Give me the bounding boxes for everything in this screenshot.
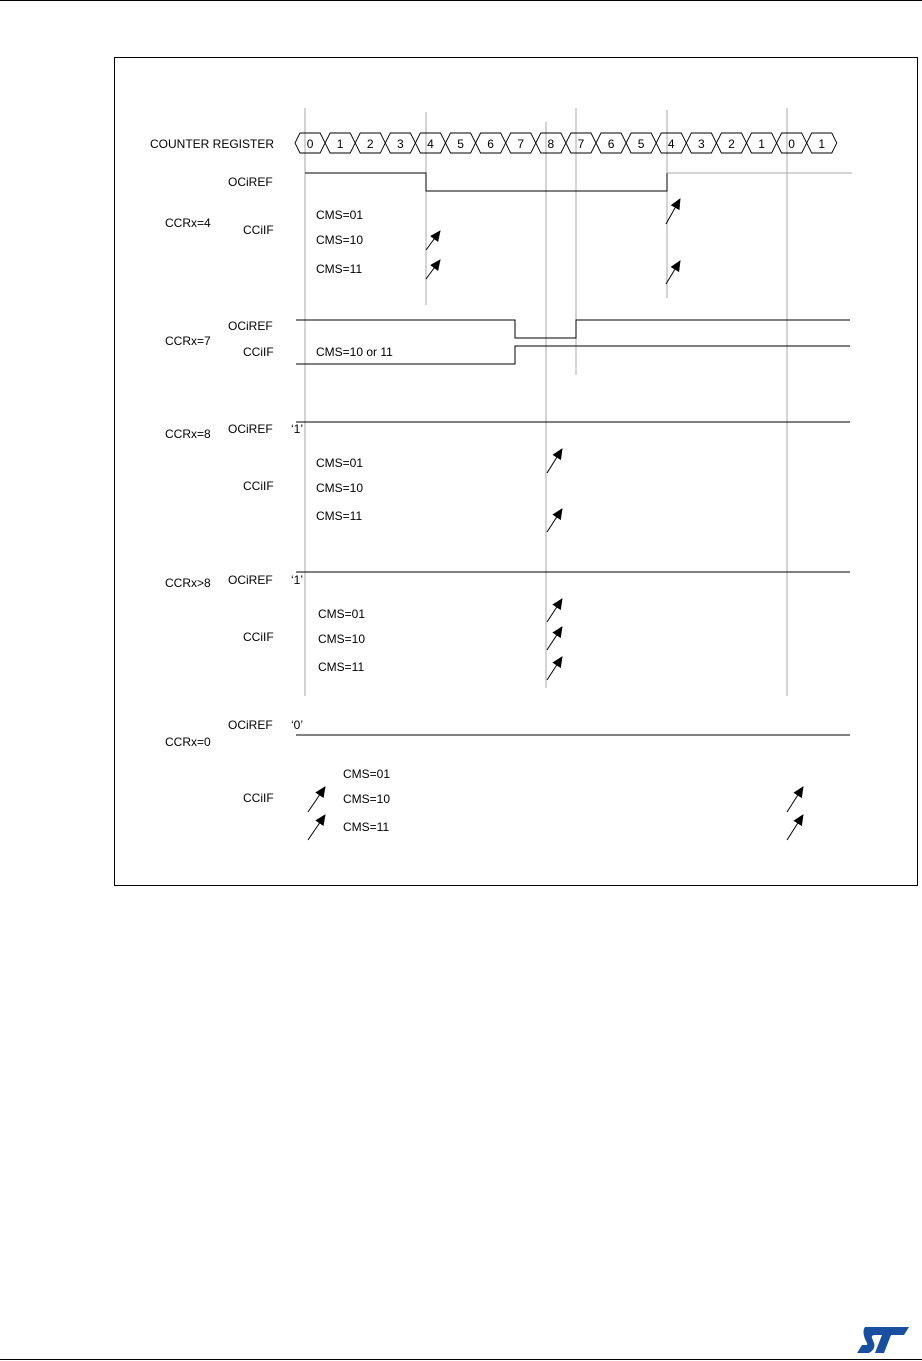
interrupt-arrow — [426, 260, 440, 279]
counter-value: 5 — [637, 137, 645, 151]
cms-label: CMS=01 — [316, 208, 364, 222]
ccif-label: CCiIF — [243, 630, 274, 644]
cms-label: CMS=10 — [318, 632, 366, 646]
interrupt-arrow — [547, 627, 562, 650]
ocref-level: ‘0’ — [291, 718, 304, 732]
interrupt-arrow — [547, 449, 562, 473]
ocref-level: ‘1’ — [291, 422, 304, 436]
interrupt-arrow — [666, 199, 680, 224]
cms-label: CMS=10 — [316, 481, 364, 495]
ocref-label: OCiREF — [228, 422, 273, 436]
counter-value: 7 — [517, 137, 525, 151]
interrupt-arrow — [547, 509, 562, 532]
cms-label: CMS=01 — [318, 607, 366, 621]
ocref-level: ‘1’ — [291, 573, 304, 587]
counter-value: 1 — [758, 137, 765, 151]
st-logo — [855, 1325, 911, 1357]
cms-label: CMS=11 — [316, 262, 363, 276]
group-ccr8 — [165, 422, 850, 532]
counter-register-label: COUNTER REGISTER — [150, 137, 275, 151]
ccif-label: CCiIF — [243, 345, 274, 359]
counter-value: 1 — [818, 137, 826, 151]
cms-label: CMS=10 — [316, 233, 364, 247]
counter-value: 3 — [698, 137, 705, 151]
ocref-label: OCiREF — [228, 175, 273, 189]
cms-label: CMS=01 — [343, 767, 391, 781]
ocref-waveform — [305, 173, 667, 191]
cms-label: CMS=10 — [343, 792, 391, 806]
group-label: CCRx=0 — [165, 735, 211, 749]
ccif-label: CCiIF — [243, 479, 274, 493]
cms-label: CMS=11 — [318, 660, 365, 674]
interrupt-arrow — [426, 231, 440, 250]
footer-rule — [0, 1359, 922, 1360]
counter-value: 8 — [547, 137, 555, 151]
counter-value: 4 — [667, 137, 675, 151]
interrupt-arrow — [308, 815, 325, 840]
interrupt-arrow — [787, 815, 803, 840]
counter-value: 2 — [366, 137, 374, 151]
counter-value: 0 — [788, 137, 795, 151]
counter-value: 6 — [607, 137, 615, 151]
group-label: CCRx>8 — [165, 576, 211, 590]
st-logo-mark — [857, 1327, 909, 1353]
group-label: CCRx=4 — [165, 216, 211, 230]
counter-value: 5 — [457, 137, 464, 151]
ocref-label: OCiREF — [228, 718, 273, 732]
ocref-label: OCiREF — [228, 319, 273, 333]
cms-label: CMS=10 or 11 — [316, 345, 393, 359]
ccif-label: CCiIF — [243, 223, 274, 237]
ocref-label: OCiREF — [228, 573, 273, 587]
group-ccr7 — [165, 319, 850, 364]
guide-lines — [305, 108, 787, 696]
interrupt-arrow — [666, 261, 680, 284]
cms-label: CMS=01 — [316, 456, 364, 470]
group-label: CCRx=7 — [165, 334, 211, 348]
counter-value: 1 — [336, 137, 344, 151]
ocref-waveform — [296, 320, 850, 338]
group-label: CCRx=8 — [165, 427, 211, 441]
cms-label: CMS=11 — [316, 509, 363, 523]
interrupt-arrow — [547, 599, 562, 622]
group-ccr-gt8 — [165, 572, 850, 680]
counter-value: 3 — [397, 137, 404, 151]
group-ccr0 — [165, 718, 850, 840]
group-ccr4 — [165, 173, 852, 284]
counter-value: 4 — [427, 137, 434, 151]
counter-value: 7 — [577, 137, 585, 151]
counter-value: 2 — [728, 137, 735, 151]
interrupt-arrow — [787, 787, 803, 812]
st-logo-text: ST — [855, 1325, 857, 1326]
interrupt-arrow — [308, 787, 325, 812]
counter-register-bus — [295, 133, 837, 153]
interrupt-arrow — [547, 657, 562, 680]
counter-value: 6 — [487, 137, 494, 151]
counter-value: 0 — [306, 137, 314, 151]
ccif-label: CCiIF — [243, 791, 274, 805]
cms-label: CMS=11 — [343, 820, 390, 834]
